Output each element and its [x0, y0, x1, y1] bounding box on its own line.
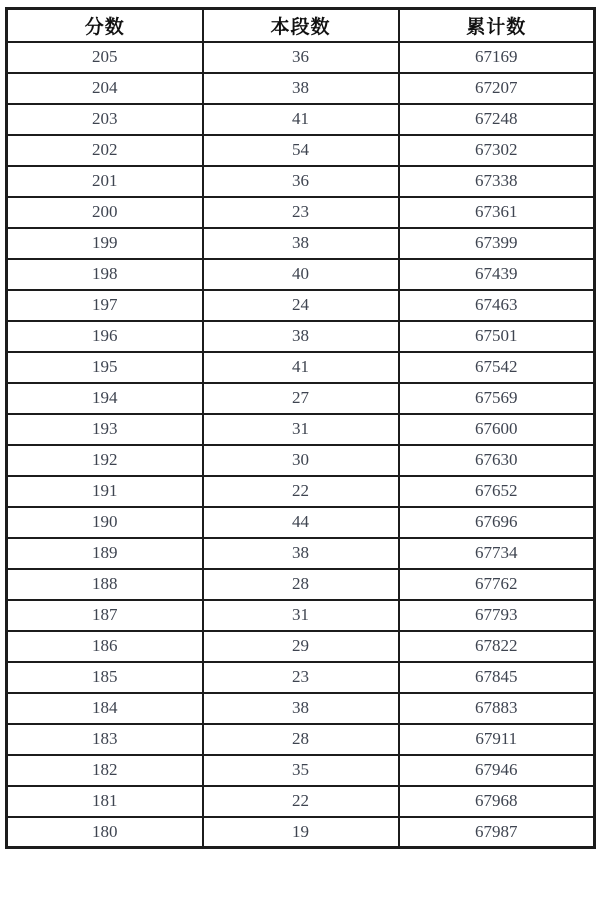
table-row [7, 569, 595, 600]
score-cell: 200 [7, 197, 203, 228]
segment-count-cell: 23 [203, 197, 399, 228]
table-row [7, 135, 595, 166]
score-cell: 201 [7, 166, 203, 197]
score-cell: 192 [7, 445, 203, 476]
score-cell: 184 [7, 693, 203, 724]
segment-count-cell: 38 [203, 538, 399, 569]
score-cell: 185 [7, 662, 203, 693]
segment-count-cell: 28 [203, 724, 399, 755]
header-cumulative-count: 累计数 [399, 9, 595, 42]
score-cell: 204 [7, 73, 203, 104]
cumulative-count-cell: 67600 [399, 414, 595, 445]
segment-count-cell: 27 [203, 383, 399, 414]
table-row [7, 476, 595, 507]
score-cell: 196 [7, 321, 203, 352]
cumulative-count-cell: 67501 [399, 321, 595, 352]
table-row [7, 786, 595, 817]
score-cell: 183 [7, 724, 203, 755]
cumulative-count-cell: 67968 [399, 786, 595, 817]
cumulative-count-cell: 67399 [399, 228, 595, 259]
score-cell: 205 [7, 42, 203, 73]
cumulative-count-cell: 67911 [399, 724, 595, 755]
table-row [7, 414, 595, 445]
table-row [7, 600, 595, 631]
cumulative-count-cell: 67169 [399, 42, 595, 73]
score-cell: 195 [7, 352, 203, 383]
cumulative-count-cell: 67302 [399, 135, 595, 166]
cumulative-count-cell: 67883 [399, 693, 595, 724]
cumulative-count-cell: 67793 [399, 600, 595, 631]
score-table-body [7, 42, 595, 848]
cumulative-count-cell: 67987 [399, 817, 595, 848]
table-row [7, 755, 595, 786]
cumulative-count-cell: 67207 [399, 73, 595, 104]
table-row [7, 631, 595, 662]
segment-count-cell: 38 [203, 228, 399, 259]
cumulative-count-cell: 67822 [399, 631, 595, 662]
cumulative-count-cell: 67463 [399, 290, 595, 321]
score-cell: 189 [7, 538, 203, 569]
score-cell: 197 [7, 290, 203, 321]
cumulative-count-cell: 67946 [399, 755, 595, 786]
score-cell: 191 [7, 476, 203, 507]
segment-count-cell: 22 [203, 786, 399, 817]
segment-count-cell: 36 [203, 42, 399, 73]
score-cell: 194 [7, 383, 203, 414]
cumulative-count-cell: 67542 [399, 352, 595, 383]
cumulative-count-cell: 67696 [399, 507, 595, 538]
score-cell: 203 [7, 104, 203, 135]
score-cell: 182 [7, 755, 203, 786]
segment-count-cell: 38 [203, 693, 399, 724]
segment-count-cell: 41 [203, 104, 399, 135]
table-row [7, 724, 595, 755]
table-row [7, 662, 595, 693]
table-row [7, 538, 595, 569]
score-cell: 188 [7, 569, 203, 600]
table-row [7, 693, 595, 724]
segment-count-cell: 28 [203, 569, 399, 600]
score-cell: 198 [7, 259, 203, 290]
segment-count-cell: 41 [203, 352, 399, 383]
header-segment-count: 本段数 [203, 9, 399, 42]
table-header [7, 9, 595, 42]
segment-count-cell: 38 [203, 73, 399, 104]
header-score: 分数 [7, 9, 203, 42]
table-row [7, 445, 595, 476]
table-row [7, 228, 595, 259]
table-row [7, 321, 595, 352]
cumulative-count-cell: 67439 [399, 259, 595, 290]
table-row [7, 73, 595, 104]
table-row [7, 104, 595, 135]
segment-count-cell: 36 [203, 166, 399, 197]
table-row [7, 290, 595, 321]
segment-count-cell: 31 [203, 600, 399, 631]
cumulative-count-cell: 67338 [399, 166, 595, 197]
table-row [7, 507, 595, 538]
score-cell: 199 [7, 228, 203, 259]
cumulative-count-cell: 67361 [399, 197, 595, 228]
cumulative-count-cell: 67652 [399, 476, 595, 507]
table-row [7, 42, 595, 73]
segment-count-cell: 30 [203, 445, 399, 476]
table-row [7, 352, 595, 383]
score-cell: 186 [7, 631, 203, 662]
segment-count-cell: 35 [203, 755, 399, 786]
score-cell: 180 [7, 817, 203, 848]
segment-count-cell: 54 [203, 135, 399, 166]
table-row [7, 383, 595, 414]
cumulative-count-cell: 67248 [399, 104, 595, 135]
header-row [7, 9, 595, 42]
segment-count-cell: 40 [203, 259, 399, 290]
score-cell: 190 [7, 507, 203, 538]
table-row [7, 817, 595, 848]
segment-count-cell: 44 [203, 507, 399, 538]
score-cell: 193 [7, 414, 203, 445]
score-cell: 202 [7, 135, 203, 166]
segment-count-cell: 19 [203, 817, 399, 848]
cumulative-count-cell: 67734 [399, 538, 595, 569]
cumulative-count-cell: 67569 [399, 383, 595, 414]
segment-count-cell: 29 [203, 631, 399, 662]
cumulative-count-cell: 67630 [399, 445, 595, 476]
score-cell: 181 [7, 786, 203, 817]
score-distribution-table [5, 7, 596, 849]
table-row [7, 166, 595, 197]
table-row [7, 259, 595, 290]
segment-count-cell: 38 [203, 321, 399, 352]
score-cell: 187 [7, 600, 203, 631]
segment-count-cell: 22 [203, 476, 399, 507]
segment-count-cell: 23 [203, 662, 399, 693]
segment-count-cell: 24 [203, 290, 399, 321]
cumulative-count-cell: 67845 [399, 662, 595, 693]
segment-count-cell: 31 [203, 414, 399, 445]
cumulative-count-cell: 67762 [399, 569, 595, 600]
table-row [7, 197, 595, 228]
